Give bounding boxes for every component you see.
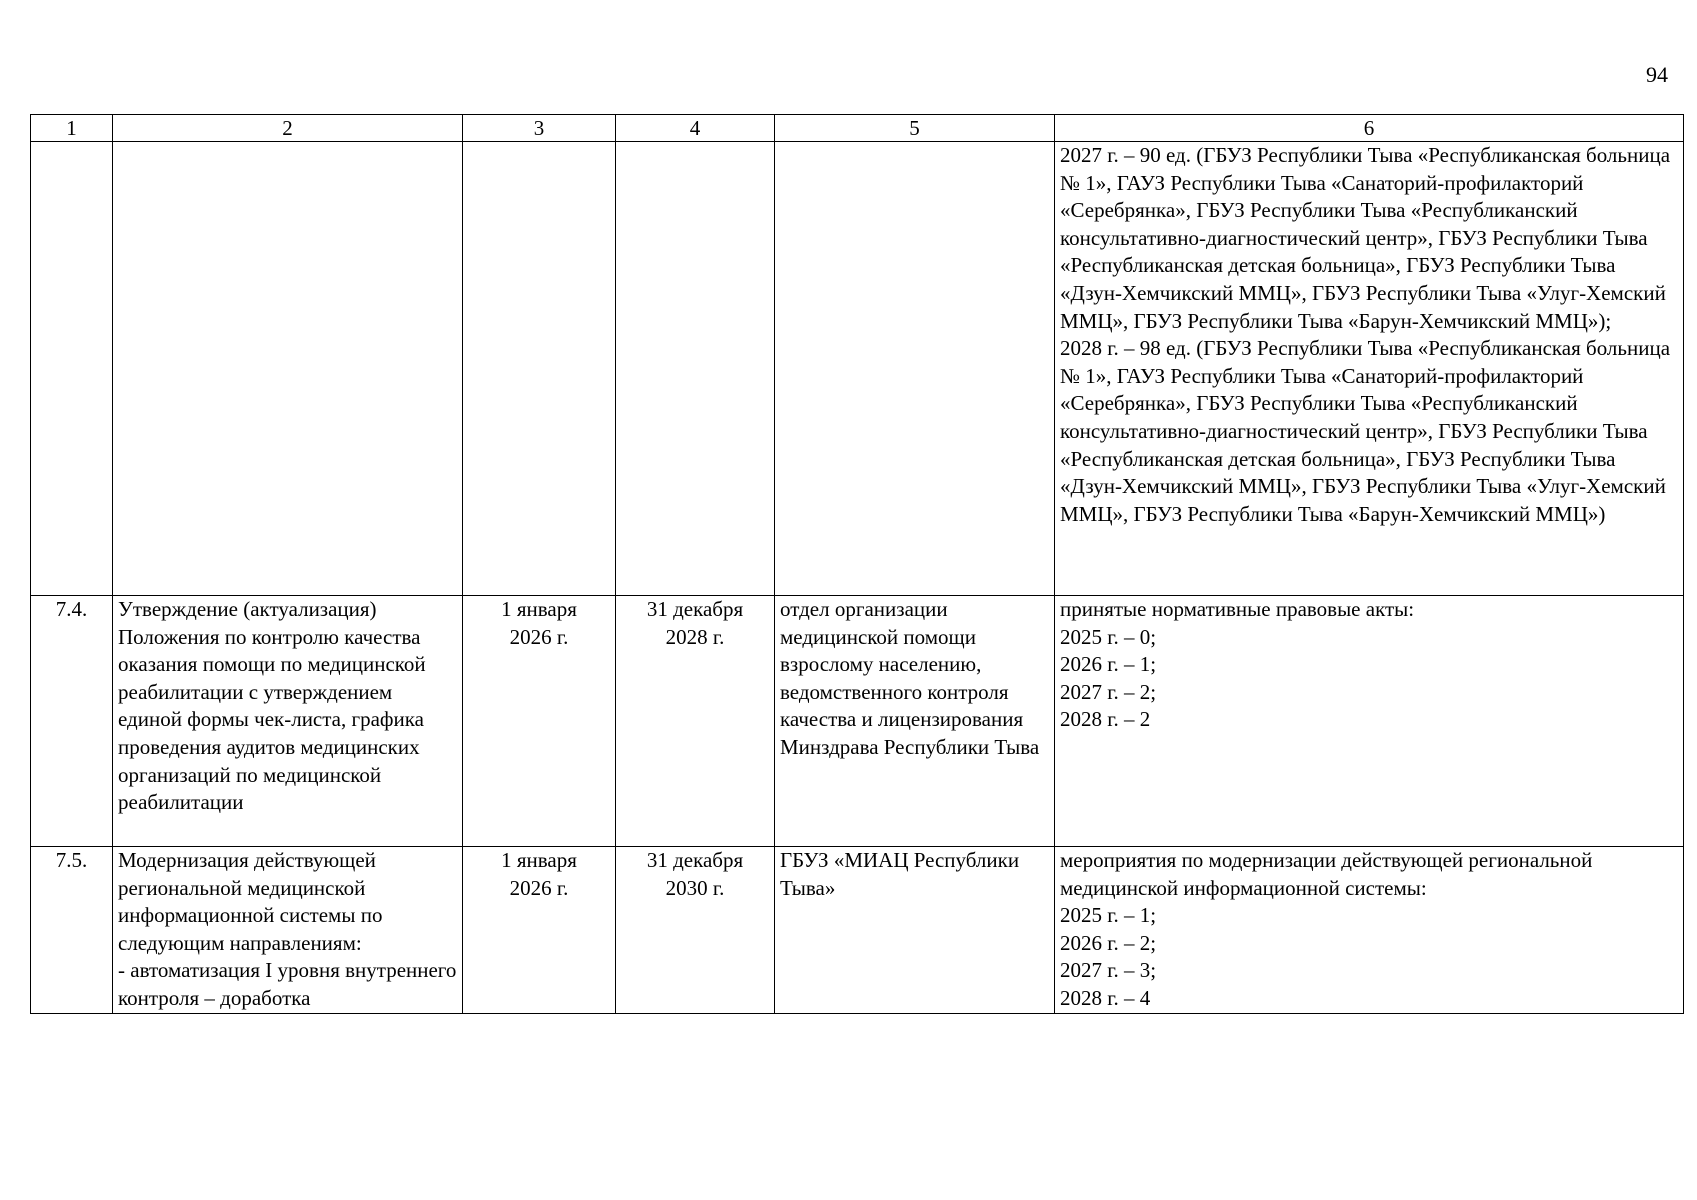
cell-start-date: 1 января 2026 г. xyxy=(463,847,616,1014)
cell-end-date xyxy=(616,142,775,596)
column-header: 3 xyxy=(463,115,616,142)
column-header: 5 xyxy=(775,115,1055,142)
cell-result: принятые нормативные правовые акты: 2025 г. – 0; 2026 г. – 1; 2027 г. – 2; 2028 г. – 2 xyxy=(1055,596,1684,847)
cell-end-date: 31 декабря 2030 г. xyxy=(616,847,775,1014)
column-header: 6 xyxy=(1055,115,1684,142)
cell-responsible xyxy=(775,142,1055,596)
column-header: 1 xyxy=(31,115,113,142)
cell-start-date: 1 января 2026 г. xyxy=(463,596,616,847)
table-header-row xyxy=(31,115,1684,142)
table-row xyxy=(31,596,1684,847)
table-row xyxy=(31,142,1684,596)
column-header: 2 xyxy=(113,115,463,142)
cell-event: Утверждение (актуализация) Положения по контролю качества оказания помощи по медицинской реабилитации с утверждением единой формы чек-листа, графика проведения аудитов медицинских организаций по медицинской реабилитации xyxy=(113,596,463,847)
cell-result: мероприятия по модернизации действующей региональной медицинской информационной системы: 2025 г. – 1; 2026 г. – 2; 2027 г. – 3; 2028 г. – 4 xyxy=(1055,847,1684,1014)
cell-responsible: отдел организации медицинской помощи взрослому населению, ведомственного контроля качества и лицензирования Минздрава Республики Тыва xyxy=(775,596,1055,847)
cell-start-date xyxy=(463,142,616,596)
table-row xyxy=(31,847,1684,1014)
cell-event xyxy=(113,142,463,596)
cell-number: 7.4. xyxy=(31,596,113,847)
cell-number xyxy=(31,142,113,596)
page-number: 94 xyxy=(1646,62,1668,87)
cell-end-date: 31 декабря 2028 г. xyxy=(616,596,775,847)
cell-event: Модернизация действующей региональной медицинской информационной системы по следующим направлениям: - автоматизация I уровня внутреннего контроля – доработка xyxy=(113,847,463,1014)
cell-number: 7.5. xyxy=(31,847,113,1014)
column-header: 4 xyxy=(616,115,775,142)
cell-responsible: ГБУЗ «МИАЦ Республики Тыва» xyxy=(775,847,1055,1014)
cell-result: 2027 г. – 90 ед. (ГБУЗ Республики Тыва «Республиканская больница № 1», ГАУЗ Республики Тыва «Санаторий-профилакторий «Серебрянка», ГБУЗ Республики Тыва «Республиканский консультативно-диагностический центр», ГБУЗ Республики Тыва «Республиканская детская больница», ГБУЗ Республики Тыва «Дзун-Хемчикский ММЦ», ГБУЗ Республики Тыва «Улуг-Хемский ММЦ», ГБУЗ Республики Тыва «Барун-Хемчикский ММЦ»); 2028 г. – 98 ед. (ГБУЗ Республики Тыва «Республиканская больница № 1», ГАУЗ Республики Тыва «Санаторий-профилакторий «Серебрянка», ГБУЗ Республики Тыва «Республиканский консультативно-диагностический центр», ГБУЗ Республики Тыва «Республиканская детская больница», ГБУЗ Республики Тыва «Дзун-Хемчикский ММЦ», ГБУЗ Республики Тыва «Улуг-Хемский ММЦ», ГБУЗ Республики Тыва «Барун-Хемчикский ММЦ») xyxy=(1055,142,1684,596)
plan-table xyxy=(30,114,1684,1014)
